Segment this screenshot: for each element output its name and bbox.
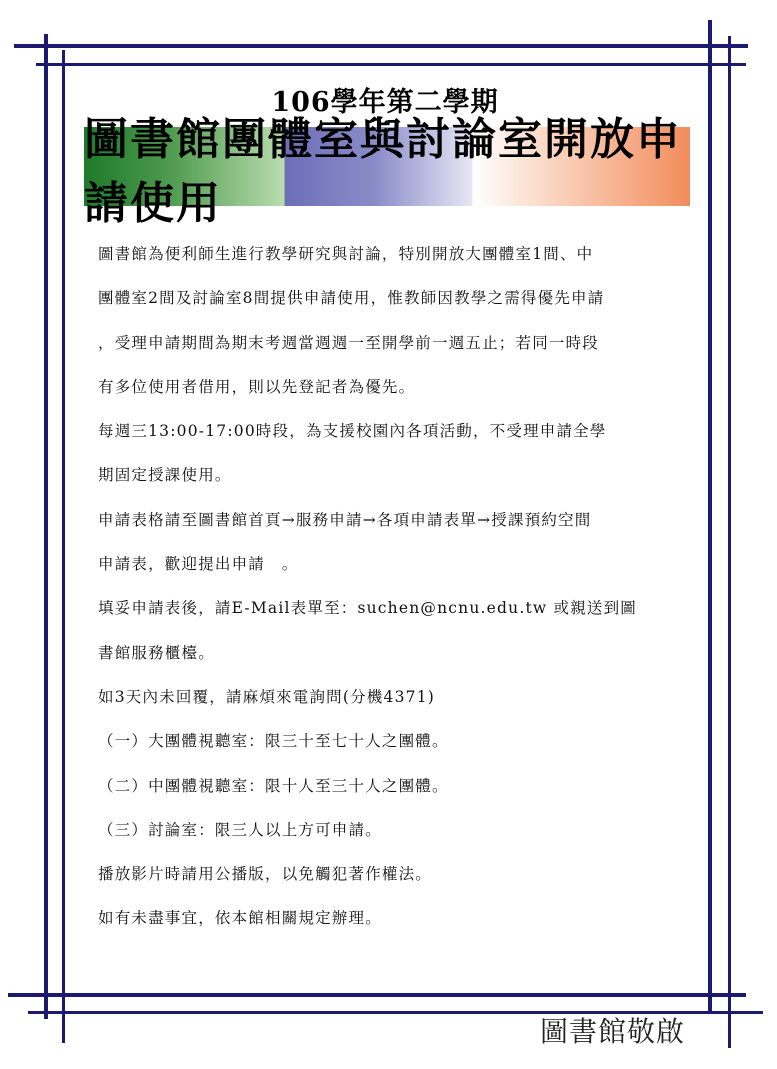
frame-line-top-inner xyxy=(36,63,746,66)
frame-line-right-outer xyxy=(708,20,712,1012)
text-line: 申請表格請至圖書館首頁→服務申請→各項申請表單→授課預約空間 xyxy=(98,510,592,529)
frame-line-top-outer xyxy=(14,44,748,48)
text-line: 期固定授課使用。 xyxy=(98,466,232,485)
library-signature: 圖書館敬啟 xyxy=(540,1015,686,1048)
text-line: 每週三13:00-17:00時段，為支援校園內各項活動，不受理申請全學 xyxy=(98,422,607,441)
text-line: 圖書館為便利師生進行教學研究與討論，特別開放大團體室1間、中 xyxy=(98,245,594,263)
frame-line-bottom-outer xyxy=(8,993,746,997)
text-line: ，受理申請期間為期末考週當週週一至開學前一週五止；若同一時段 xyxy=(98,333,600,352)
frame-line-left-outer xyxy=(44,34,48,1019)
frame-line-right-inner xyxy=(728,36,731,1048)
paragraph-large-room xyxy=(98,719,698,763)
title-banner xyxy=(84,113,690,229)
paragraph-intro xyxy=(98,232,698,409)
notice-body xyxy=(98,232,698,941)
paragraph-medium-room xyxy=(98,764,698,808)
text-line: 有多位使用者借用，則以先登記者為優先。 xyxy=(98,377,416,396)
text-line: 如有未盡事宜，依本館相關規定辦理。 xyxy=(98,909,382,928)
paragraph-submission xyxy=(98,586,698,675)
paragraph-contact xyxy=(98,675,698,719)
text-line: 團體室2間及討論室8間提供申請使用，惟教師因教學之需得優先申請 xyxy=(98,289,605,308)
paragraph-wednesday xyxy=(98,409,698,498)
text-line: 如3天內未回覆，請麻煩來電詢問(分機4371) xyxy=(98,687,436,706)
paragraph-other xyxy=(98,896,698,940)
text-line: 播放影片時請用公播版，以免觸犯著作權法。 xyxy=(98,865,433,884)
frame-line-left-inner xyxy=(62,50,65,1043)
text-line: 書館服務櫃檯。 xyxy=(98,643,215,662)
paragraph-form-location xyxy=(98,498,698,587)
text-line: 申請表，歡迎提出申請 。 xyxy=(98,555,299,574)
text-line: （二）中團體視聽室：限十人至三十人之團體。 xyxy=(98,776,449,795)
banner-title: 圖書館團體室與討論室開放申請使用 xyxy=(84,113,682,229)
paragraph-discussion-room xyxy=(98,808,698,852)
text-line: （三）討論室：限三人以上方可申請。 xyxy=(98,820,382,839)
paragraph-copyright xyxy=(98,852,698,896)
semester-heading: 106學年第二學期 xyxy=(271,87,499,118)
text-line: （一）大團體視聽室：限三十至七十人之團體。 xyxy=(98,732,449,751)
text-line: 填妥申請表後，請E-Mail表單至：suchen@ncnu.edu.tw 或親送到圖 xyxy=(98,599,638,618)
